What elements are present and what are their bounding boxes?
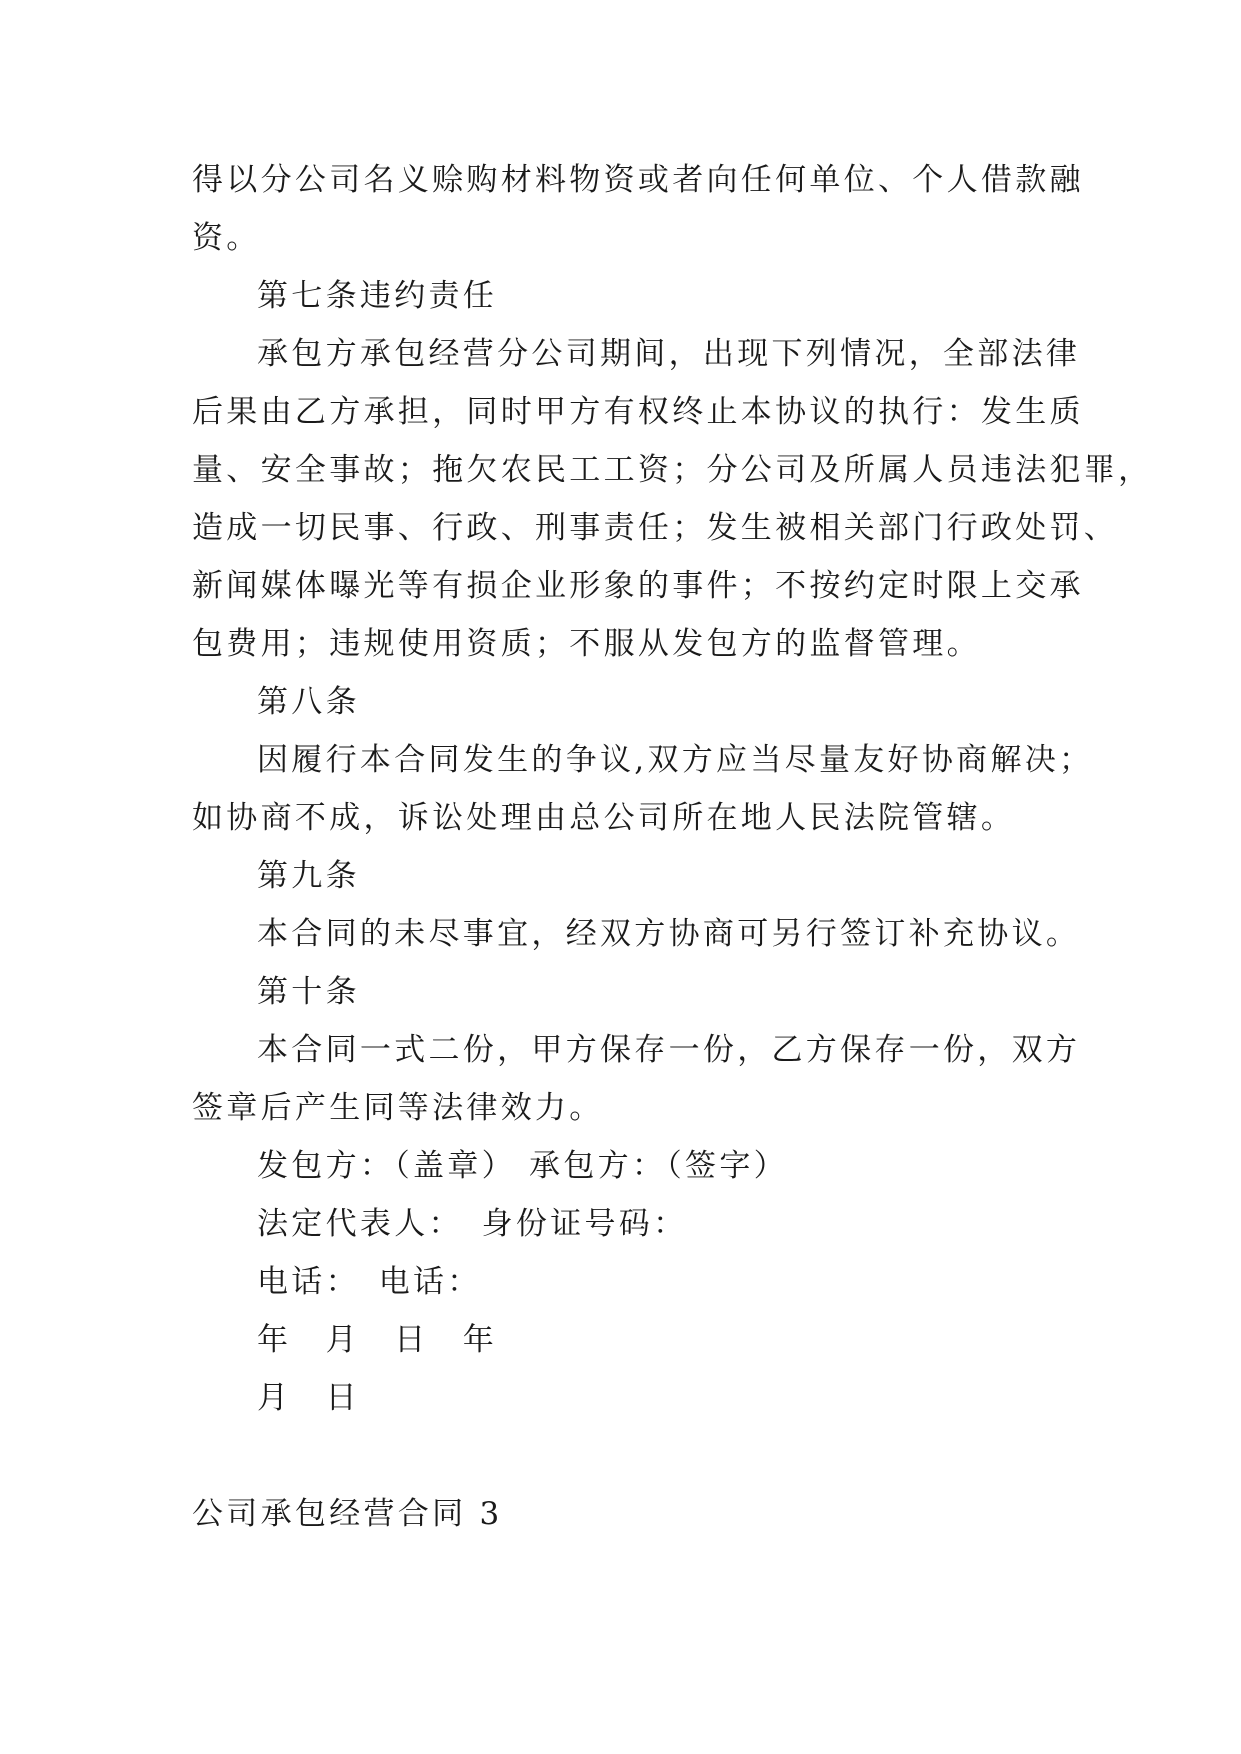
article-7-heading: 第七条违约责任 [257, 278, 498, 314]
body-text-line: 签章后产生同等法律效力。 [192, 1090, 604, 1126]
body-text-line: 得以分公司名义赊购材料物资或者向任何单位、个人借款融 [192, 162, 1084, 198]
date-line: 年 月 日 年 [257, 1322, 498, 1358]
body-text-line: 如协商不成，诉讼处理由总公司所在地人民法院管辖。 [192, 800, 1016, 836]
article-8-heading: 第八条 [257, 684, 360, 720]
body-text-line: 资。 [192, 220, 261, 256]
phone-line: 电话： 电话： [257, 1264, 482, 1300]
body-text-line: 承包方承包经营分公司期间，出现下列情况，全部法律 [257, 336, 1081, 372]
article-10-heading: 第十条 [257, 974, 360, 1010]
body-text-line: 因履行本合同发生的争议,双方应当尽量友好协商解决； [257, 742, 1094, 778]
body-text-line: 量、安全事故；拖欠农民工工资；分公司及所属人员违法犯罪， [192, 452, 1153, 488]
body-text-line: 本合同的未尽事宜，经双方协商可另行签订补充协议。 [257, 916, 1081, 952]
body-text-line: 后果由乙方承担，同时甲方有权终止本协议的执行：发生质 [192, 394, 1084, 430]
section-title: 公司承包经营合同 3 [192, 1496, 503, 1532]
body-text-line: 本合同一式二份，甲方保存一份，乙方保存一份，双方 [257, 1032, 1081, 1068]
article-9-heading: 第九条 [257, 858, 360, 894]
legal-representative-line: 法定代表人： 身份证号码： [257, 1206, 688, 1242]
date-line: 月 日 [257, 1380, 360, 1416]
body-text-line: 包费用；违规使用资质；不服从发包方的监督管理。 [192, 626, 981, 662]
body-text-line: 新闻媒体曝光等有损企业形象的事件；不按约定时限上交承 [192, 568, 1084, 604]
signature-parties-line: 发包方：（盖章） 承包方：（签字） [257, 1148, 788, 1184]
body-text-line: 造成一切民事、行政、刑事责任；发生被相关部门行政处罚、 [192, 510, 1119, 546]
